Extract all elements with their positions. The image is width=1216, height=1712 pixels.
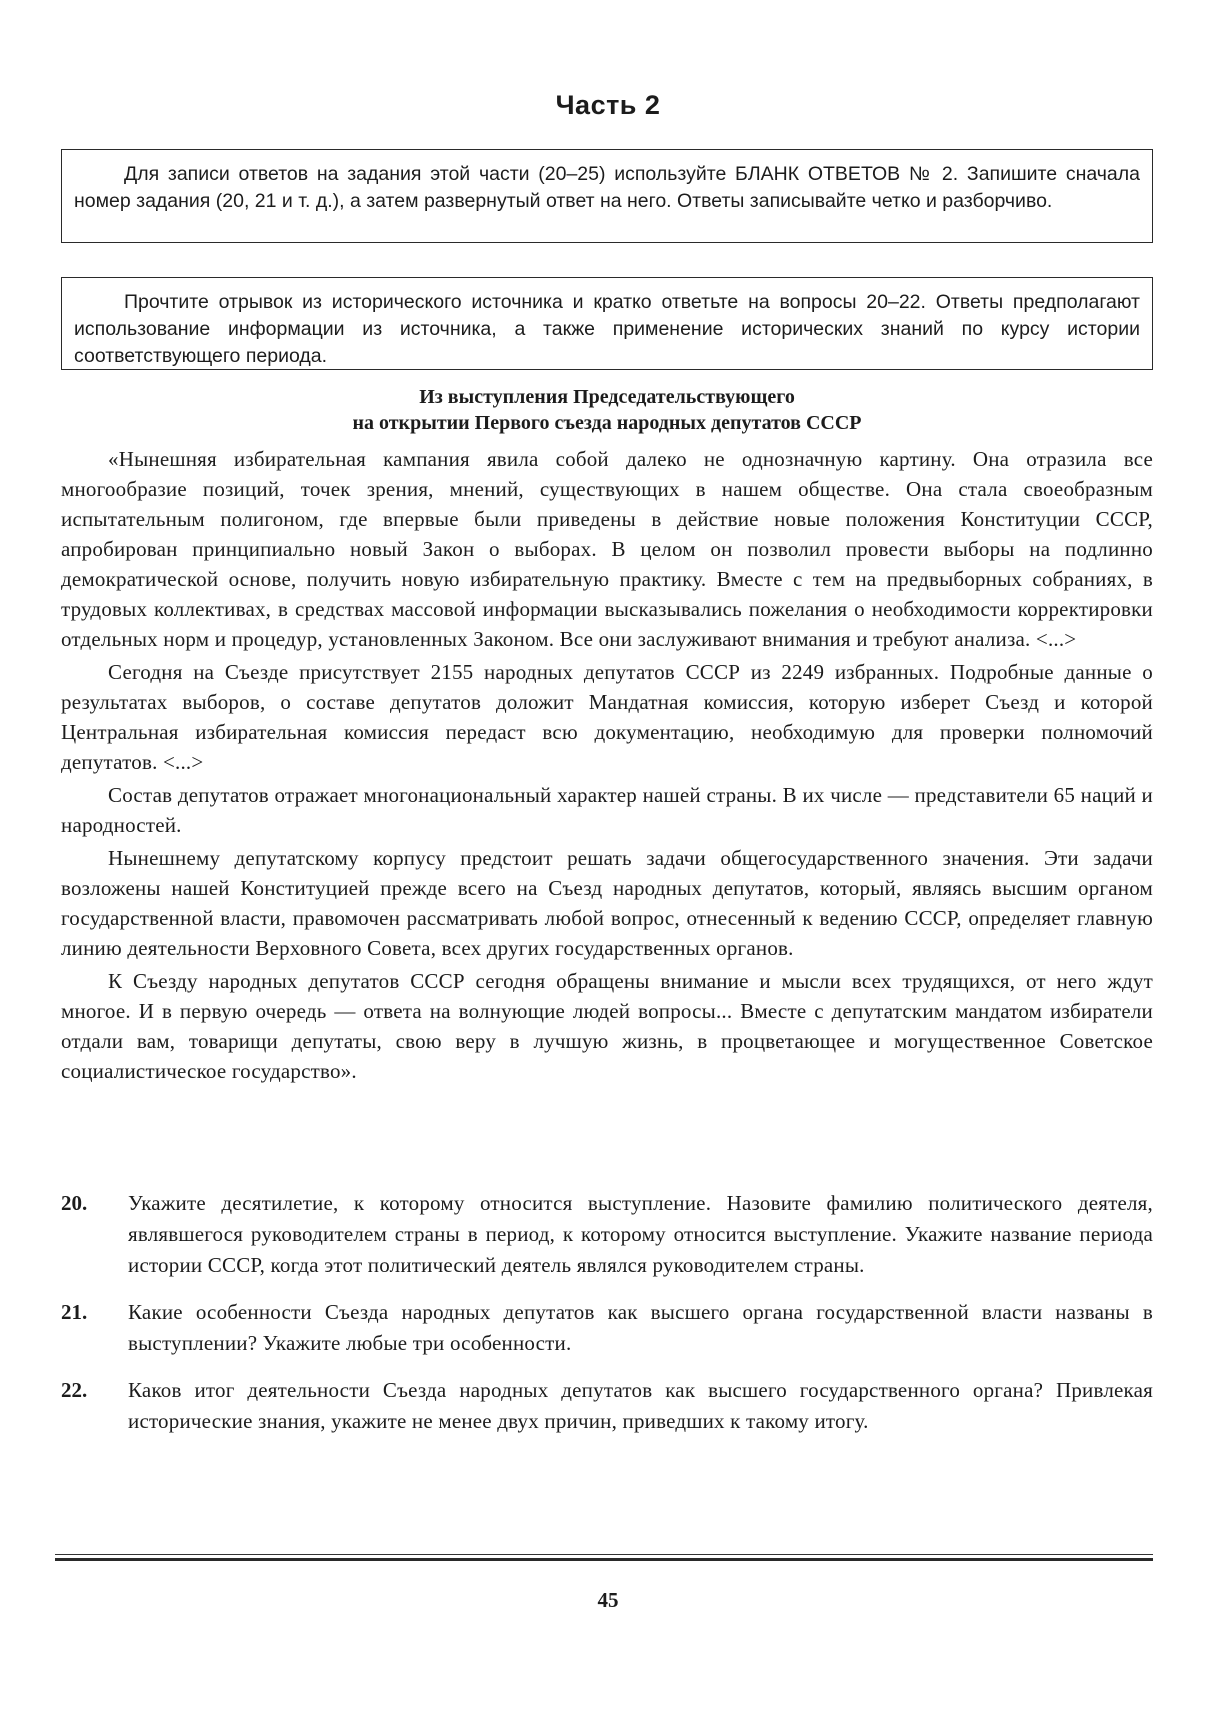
quote-paragraph: Нынешнему депутатскому корпусу предстоит решать задачи общегосударственного значения. Эти задачи возложены нашей Конституцией прежде всего на Съезд народных депутатов, который, являясь высшим органом государственной власти, правомочен рассматривать любой вопрос, отнесенный к ведению СССР, определяет главную линию деятельности Верховного Совета, всех других государственных органов. [61, 846, 1153, 960]
question-text: Какие особенности Съезда народных депутатов как высшего органа государственной власти названы в выступлении? Укажите любые три особенности. [128, 1300, 1153, 1355]
questions-list [61, 1188, 1153, 1437]
reading-instructions-text: Прочтите отрывок из исторического источника и кратко ответьте на вопросы 20–22. Ответы предполагают использование информации из источника, а также применение исторических знаний по курсу истории соответствующего периода. [74, 291, 1140, 367]
question-text: Укажите десятилетие, к которому относится выступление. Назовите фамилию политического деятеля, являвшегося руководителем страны в период, к которому относится выступление. Укажите название периода истории СССР, когда этот политический деятель являлся руководителем страны. [128, 1191, 1153, 1277]
source-title-line-1: Из выступления Председательствующего [419, 386, 795, 408]
question-number: 21. [61, 1300, 88, 1324]
question-20 [61, 1188, 1153, 1281]
question-text: Каков итог деятельности Съезда народных депутатов как высшего государственного органа? Привлекая исторические знания, укажите не менее двух причин, приведших к такому итогу. [128, 1378, 1153, 1433]
part-title: Часть 2 [555, 90, 661, 120]
question-21 [61, 1297, 1153, 1359]
instructions-box [61, 149, 1153, 243]
question-number: 20. [61, 1191, 88, 1215]
instructions-text: Для записи ответов на задания этой части (20–25) используйте БЛАНК ОТВЕТОВ № 2. Запишите сначала номер задания (20, 21 и т. д.), а затем развернутый ответ на него. Ответы записывайте четко и разборчиво. [74, 163, 1140, 212]
question-22 [61, 1375, 1153, 1437]
quote-paragraph: Сегодня на Съезде присутствует 2155 народных депутатов СССР из 2249 избранных. Подробные данные о результатах выборов, о составе депутатов доложит Мандатная комиссия, которую изберет Съезд и которой Центральная избирательная комиссия передаст всю документацию, необходимую для проверки полномочий депутатов. <...> [61, 660, 1153, 774]
quote-paragraph: К Съезду народных депутатов СССР сегодня обращены внимание и мысли всех трудящихся, от него ждут многое. И в первую очередь — ответа на волнующие людей вопросы... Вместе с депутатским мандатом избиратели отдали вам, товарищи депутаты, свою веру в лучшую жизнь, в процветающее и могущественное Советское социалистическое государство». [61, 969, 1153, 1083]
question-number: 22. [61, 1378, 88, 1402]
source-quote [61, 444, 1153, 1086]
reading-instructions-box [61, 277, 1153, 370]
page-number: 45 [597, 1588, 619, 1612]
quote-paragraph: Состав депутатов отражает многонациональный характер нашей страны. В их числе — представители 65 наций и народностей. [61, 783, 1153, 837]
source-title-line-2: на открытии Первого съезда народных депутатов СССР [352, 412, 862, 434]
footer-divider-thick [55, 1558, 1153, 1561]
footer-divider-thin [55, 1554, 1153, 1555]
quote-paragraph: «Нынешняя избирательная кампания явила собой далеко не однозначную картину. Она отразила все многообразие позиций, точек зрения, мнений, существующих в нашем обществе. Она стала своеобразным испытательным полигоном, где впервые были приведены в действие новые положения Конституции СССР, апробирован принципиально новый Закон о выборах. В целом он позволил провести выборы на подлинно демократической основе, получить новую избирательную практику. Вместе с тем на предвыборных собраниях, в трудовых коллективах, в средствах массовой информации высказывались пожелания о необходимости корректировки отдельных норм и процедур, установленных Законом. Все они заслуживают внимания и требуют анализа. <...> [61, 447, 1153, 651]
source-title [61, 384, 1153, 436]
